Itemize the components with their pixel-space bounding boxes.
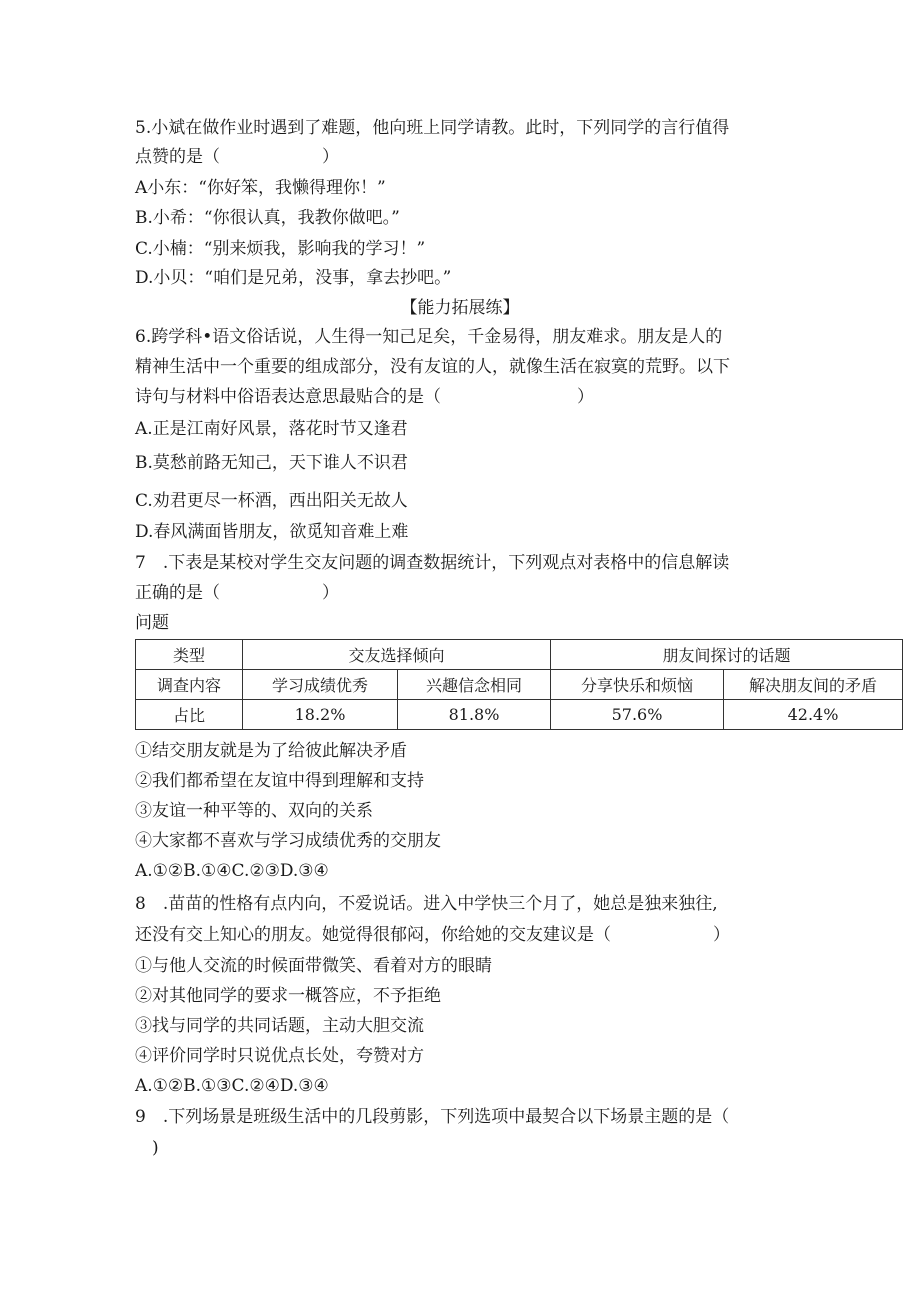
q7-statement-2: ②我们都希望在友谊中得到理解和支持 — [135, 771, 424, 791]
table-cell: 调查内容 — [136, 670, 243, 700]
q5-option-b: B.小希：“你很认真，我教你做吧。” — [135, 208, 400, 228]
q6-option-a: A.正是江南好风景，落花时节又逢君 — [135, 419, 408, 439]
table-cell: 18.2% — [243, 700, 398, 730]
table-row — [136, 700, 903, 730]
table-cell: 分享快乐和烦恼 — [551, 670, 724, 700]
q9-stem-line1: 9 .下列场景是班级生活中的几段剪影，下列选项中最契合以下场景主题的是（ — [135, 1107, 730, 1127]
q6-option-d: D.春风满面皆朋友，欲觅知音难上难 — [135, 522, 409, 542]
q5-option-d: D.小贝：“咱们是兄弟，没事，拿去抄吧。” — [135, 268, 452, 288]
q7-statement-4: ④大家都不喜欢与学习成绩优秀的交朋友 — [135, 831, 441, 851]
table-cell: 81.8% — [398, 700, 551, 730]
section-title: 【能力拓展练】 — [400, 298, 520, 318]
q8-statement-4: ④评价同学时只说优点长处，夸赞对方 — [135, 1046, 424, 1066]
q7-statement-1: ①结交朋友就是为了给彼此解决矛盾 — [135, 741, 407, 761]
q7-table-caption: 问题 — [135, 613, 169, 633]
table-cell: 占比 — [136, 700, 243, 730]
survey-table — [135, 639, 903, 730]
q7-options: A.①②B.①④C.②③D.③④ — [135, 861, 329, 881]
q5-stem-line1: 5.小斌在做作业时遇到了难题，他向班上同学请教。此时，下列同学的言行值得 — [135, 118, 730, 138]
table-cell: 42.4% — [724, 700, 903, 730]
table-row — [136, 640, 903, 670]
table-cell: 57.6% — [551, 700, 724, 730]
q7-stem-line1: 7 .下表是某校对学生交友问题的调查数据统计，下列观点对表格中的信息解读 — [135, 553, 730, 573]
q7-stem-line2: 正确的是（ ） — [135, 583, 339, 603]
table-cell: 兴趣信念相同 — [398, 670, 551, 700]
q8-options: A.①②B.①③C.②④D.③④ — [135, 1076, 329, 1096]
q6-stem-line2: 精神生活中一个重要的组成部分，没有友谊的人，就像生活在寂寞的荒野。以下 — [135, 357, 730, 377]
q6-option-b: B.莫愁前路无知己，天下谁人不识君 — [135, 453, 408, 473]
table-row — [136, 670, 903, 700]
table-group-header: 朋友间探讨的话题 — [551, 640, 903, 670]
q5-stem-line2: 点赞的是（ ） — [135, 147, 339, 167]
table-group-header: 交友选择倾向 — [243, 640, 551, 670]
table-cell: 类型 — [136, 640, 243, 670]
q7-statement-3: ③友谊一种平等的、双向的关系 — [135, 801, 373, 821]
q6-stem-line1: 6.跨学科•语文俗话说，人生得一知己足矣，千金易得，朋友难求。朋友是人的 — [135, 327, 723, 347]
table-cell: 学习成绩优秀 — [243, 670, 398, 700]
q6-option-c: C.劝君更尽一杯酒，西出阳关无故人 — [135, 491, 408, 511]
q8-stem-line2: 还没有交上知心的朋友。她觉得很郁闷，你给她的交友建议是（ ） — [135, 925, 730, 945]
q6-stem-line3: 诗句与材料中俗语表达意思最贴合的是（ ） — [135, 387, 594, 407]
table-cell: 解决朋友间的矛盾 — [724, 670, 903, 700]
q8-statement-1: ①与他人交流的时候面带微笑、看着对方的眼睛 — [135, 956, 492, 976]
q5-option-c: C.小楠：“别来烦我，影响我的学习！” — [135, 239, 426, 259]
q9-stem-line2: ) — [135, 1138, 159, 1158]
q8-statement-2: ②对其他同学的要求一概答应，不予拒绝 — [135, 986, 441, 1006]
q5-option-a: A小东：“你好笨，我懒得理你！” — [135, 178, 386, 198]
q8-statement-3: ③找与同学的共同话题，主动大胆交流 — [135, 1016, 424, 1036]
q8-stem-line1: 8 .苗苗的性格有点内向，不爱说话。进入中学快三个月了，她总是独来独往, — [135, 894, 718, 914]
